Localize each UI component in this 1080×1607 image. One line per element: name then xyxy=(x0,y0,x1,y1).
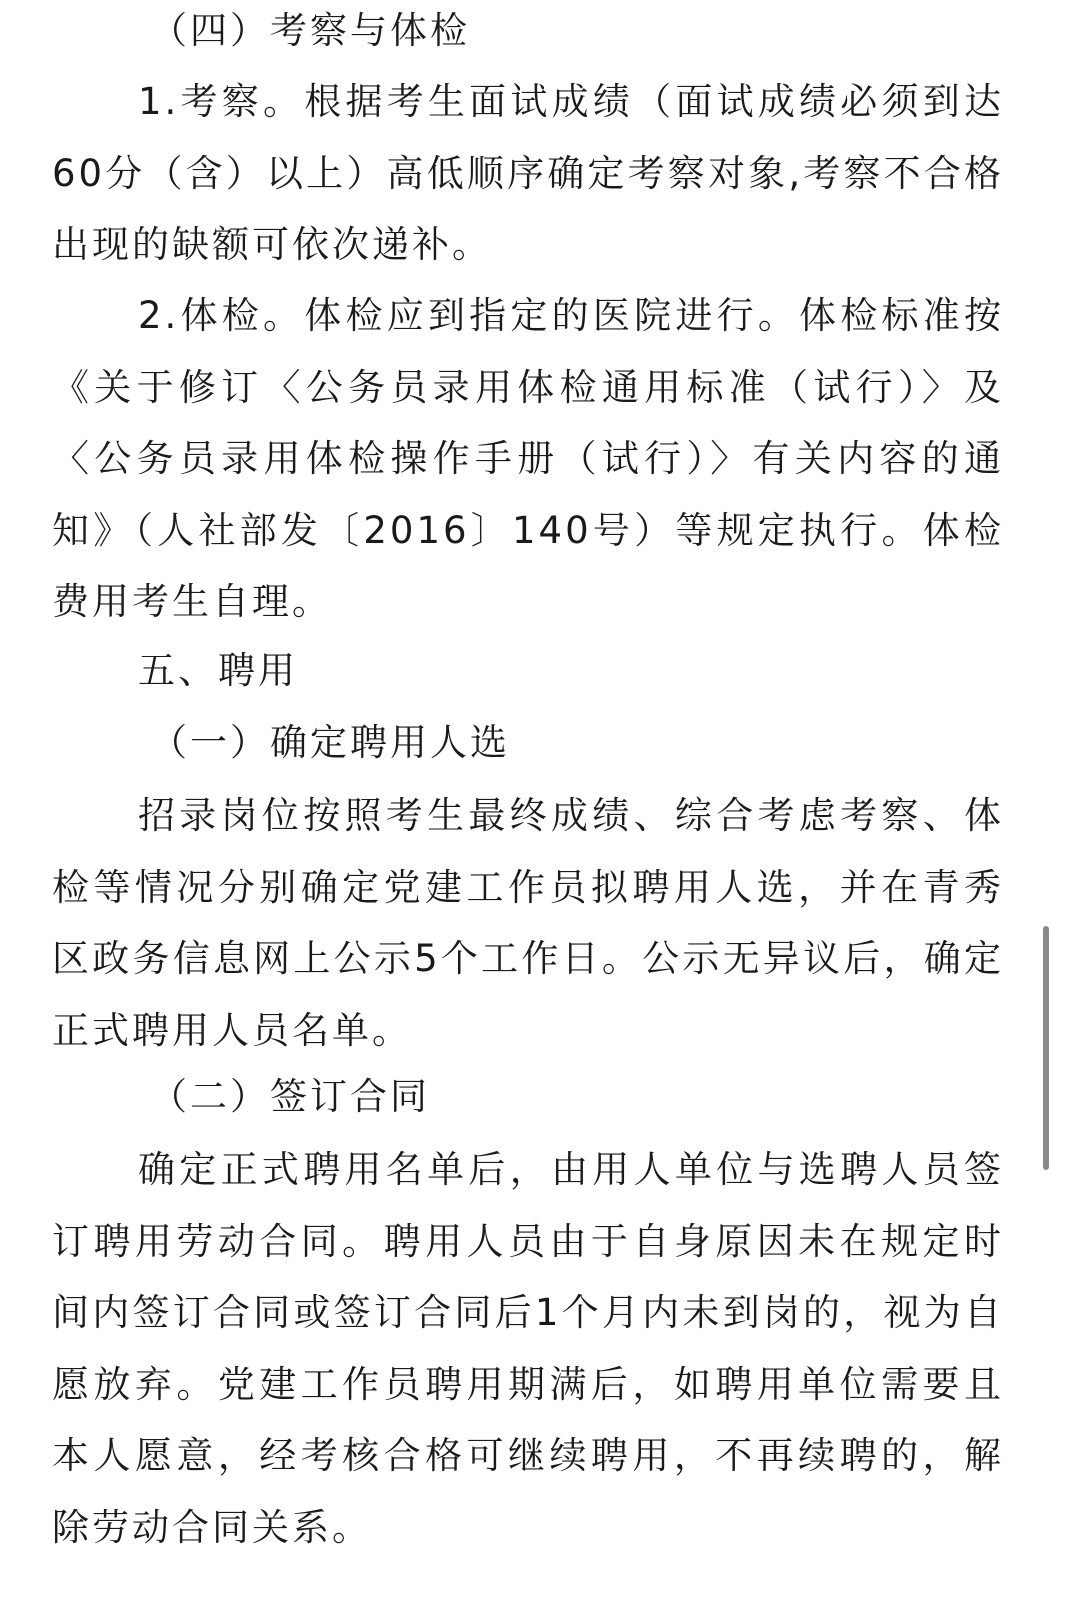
section-four-heading: （四）考察与体检 xyxy=(150,9,470,52)
section-five-heading: 五、聘用 xyxy=(138,649,298,692)
subsection-sign-contract-heading: （二）签订合同 xyxy=(150,1075,430,1118)
vertical-scrollbar[interactable] xyxy=(1043,926,1049,1170)
medical-exam-paragraph: 2.体检。体检应到指定的医院进行。体检标准按《关于修订〈公务员录用体检通用标准（试行）〉及〈公务员录用体检操作手册（试行）〉有关内容的通知》（人社部发〔2016〕140号）等规定执行。体检费用考生自理。 xyxy=(52,294,1004,624)
sign-contract-paragraph: 确定正式聘用名单后，由用人单位与选聘人员签订聘用劳动合同。聘用人员由于自身原因未在规定时间内签订合同或签订合同后1个月内未到岗的，视为自愿放弃。党建工作员聘用期满后，如聘用单位需要且本人愿意，经考核合格可继续聘用，不再续聘的，解除劳动合同关系。 xyxy=(52,1148,1004,1549)
subsection-determine-candidates-heading: （一）确定聘用人选 xyxy=(150,721,510,764)
determine-candidates-paragraph: 招录岗位按照考生最终成绩、综合考虑考察、体检等情况分别确定党建工作员拟聘用人选，并在青秀区政务信息网上公示5个工作日。公示无异议后，确定正式聘用人员名单。 xyxy=(52,794,1004,1052)
inspection-paragraph: 1.考察。根据考生面试成绩（面试成绩必须到达60分（含）以上）高低顺序确定考察对象,考察不合格出现的缺额可依次递补。 xyxy=(52,80,1004,267)
